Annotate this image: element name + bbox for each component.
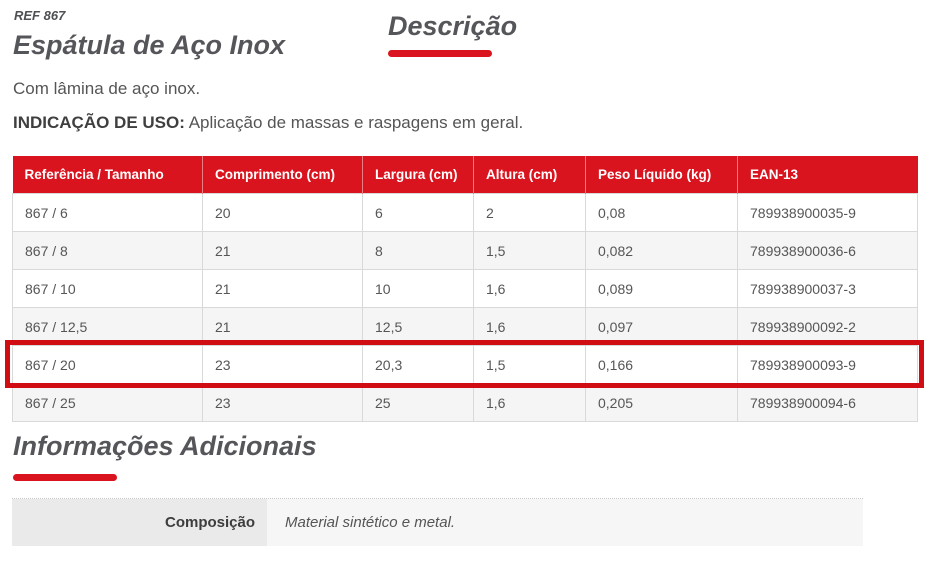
description-heading: Descrição	[388, 11, 518, 41]
table-cell: 21	[203, 308, 363, 346]
table-cell: 867 / 12,5	[13, 308, 203, 346]
table-cell: 1,5	[474, 232, 586, 270]
column-header-referencia: Referência / Tamanho	[13, 156, 203, 194]
table-row	[13, 270, 918, 308]
table-cell: 0,08	[586, 194, 738, 232]
table-cell: 6	[363, 194, 474, 232]
table-row	[13, 308, 918, 346]
table-cell: 789938900093-9	[738, 346, 918, 384]
table-cell: 1,6	[474, 270, 586, 308]
column-header-comprimento: Comprimento (cm)	[203, 156, 363, 194]
product-ref: REF 867	[14, 8, 66, 23]
column-header-peso: Peso Líquido (kg)	[586, 156, 738, 194]
red-underline-bar	[388, 50, 492, 57]
table-cell: 867 / 8	[13, 232, 203, 270]
usage-indication-line	[13, 113, 523, 133]
table-cell: 1,5	[474, 346, 586, 384]
table-cell: 867 / 25	[13, 384, 203, 422]
table-cell: 20	[203, 194, 363, 232]
spec-table	[12, 156, 918, 422]
composition-row	[12, 498, 863, 546]
table-cell: 21	[203, 270, 363, 308]
spec-table-container	[12, 156, 917, 422]
table-row	[13, 384, 918, 422]
usage-indication-label: INDICAÇÃO DE USO:	[13, 113, 185, 132]
table-cell: 867 / 6	[13, 194, 203, 232]
table-row-highlighted	[13, 346, 918, 384]
table-cell: 1,6	[474, 384, 586, 422]
table-cell: 8	[363, 232, 474, 270]
table-cell: 0,089	[586, 270, 738, 308]
table-cell: 789938900035-9	[738, 194, 918, 232]
table-cell: 23	[203, 384, 363, 422]
product-intro-text: Com lâmina de aço inox.	[13, 79, 201, 98]
additional-info-heading: Informações Adicionais	[13, 431, 317, 461]
table-cell: 12,5	[363, 308, 474, 346]
table-cell: 867 / 20	[13, 346, 203, 384]
description-section-header	[388, 11, 517, 57]
table-cell: 1,6	[474, 308, 586, 346]
usage-indication-text: Aplicação de massas e raspagens em geral.	[184, 113, 524, 132]
table-cell: 789938900094-6	[738, 384, 918, 422]
composition-value: Material sintético e metal.	[267, 499, 863, 546]
red-underline-bar	[13, 474, 117, 481]
table-row	[13, 232, 918, 270]
column-header-altura: Altura (cm)	[474, 156, 586, 194]
table-cell: 0,166	[586, 346, 738, 384]
table-cell: 21	[203, 232, 363, 270]
page-title: Espátula de Aço Inox	[13, 30, 286, 60]
table-header-row	[13, 156, 918, 194]
column-header-ean13: EAN-13	[738, 156, 918, 194]
table-cell: 23	[203, 346, 363, 384]
table-cell: 0,205	[586, 384, 738, 422]
composition-label: Composição	[12, 499, 267, 546]
table-cell: 20,3	[363, 346, 474, 384]
table-cell: 10	[363, 270, 474, 308]
table-row	[13, 194, 918, 232]
table-cell: 0,082	[586, 232, 738, 270]
column-header-largura: Largura (cm)	[363, 156, 474, 194]
table-cell: 789938900037-3	[738, 270, 918, 308]
table-cell: 0,097	[586, 308, 738, 346]
table-cell: 2	[474, 194, 586, 232]
table-cell: 25	[363, 384, 474, 422]
table-cell: 867 / 10	[13, 270, 203, 308]
table-cell: 789938900092-2	[738, 308, 918, 346]
table-cell: 789938900036-6	[738, 232, 918, 270]
